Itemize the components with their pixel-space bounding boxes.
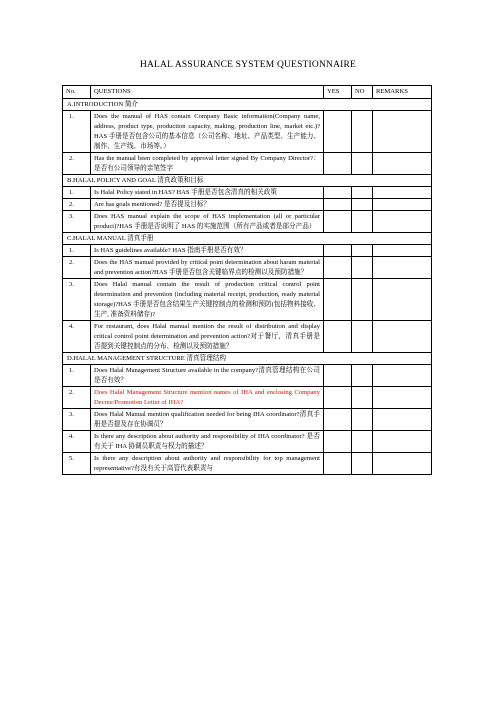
section-row xyxy=(63,353,432,365)
remarks-cell[interactable] xyxy=(373,245,432,257)
question-number: 2. xyxy=(63,257,91,279)
no-cell[interactable] xyxy=(352,431,373,453)
no-cell[interactable] xyxy=(352,409,373,431)
question-number: 2. xyxy=(63,199,91,211)
question-text: Has the manual been completed by approval letter signed By Company Director?：是否有公司领导的亲笔签字 xyxy=(91,153,324,175)
yes-cell[interactable] xyxy=(324,279,352,321)
no-cell[interactable] xyxy=(352,453,373,475)
question-row xyxy=(63,245,432,257)
yes-cell[interactable] xyxy=(324,365,352,387)
no-cell[interactable] xyxy=(352,387,373,409)
yes-cell[interactable] xyxy=(324,245,352,257)
remarks-cell[interactable] xyxy=(373,187,432,199)
yes-cell[interactable] xyxy=(324,211,352,233)
yes-cell[interactable] xyxy=(324,153,352,175)
remarks-cell[interactable] xyxy=(373,257,432,279)
yes-cell[interactable] xyxy=(324,453,352,475)
yes-cell[interactable] xyxy=(324,187,352,199)
question-row xyxy=(63,409,432,431)
question-text: Does Halal Management Structure available in the company?清真管理结构在公司是否有效？ xyxy=(91,365,324,387)
question-number: 3. xyxy=(63,279,91,321)
question-row xyxy=(63,365,432,387)
question-text: Does Halal manual contain the result of production critical control point determination and prevention (including material receipt, production, ready material storage)?HAS 手册是否包含结果生产关键控制点的检测和预防(包括物料接收、生产, 准备资料储存)? xyxy=(91,279,324,321)
question-row xyxy=(63,199,432,211)
question-text: Does HAS manual explain the scope of HAS implementation (all or particular product)?HAS 手册是否说明了 HAS 的实施范围（所有产品或者是部分产品） xyxy=(91,211,324,233)
question-row xyxy=(63,257,432,279)
question-row xyxy=(63,153,432,175)
yes-cell[interactable] xyxy=(324,387,352,409)
no-cell[interactable] xyxy=(352,365,373,387)
header-remarks: REMARKS xyxy=(373,86,432,99)
no-cell[interactable] xyxy=(352,187,373,199)
remarks-cell[interactable] xyxy=(373,321,432,353)
no-cell[interactable] xyxy=(352,111,373,153)
section-title: A.INTRODUCTION 简介 xyxy=(63,99,432,111)
header-yes: YES xyxy=(324,86,352,99)
document-title: HALAL ASSURANCE SYSTEM QUESTIONNAIRE xyxy=(139,60,357,70)
question-text: Does Halal Manual mention qualification needed for being IHA coordinator?清真手册是否提及存在协调员？ xyxy=(91,409,324,431)
remarks-cell[interactable] xyxy=(373,153,432,175)
section-row xyxy=(63,233,432,245)
no-cell[interactable] xyxy=(352,245,373,257)
no-cell[interactable] xyxy=(352,153,373,175)
remarks-cell[interactable] xyxy=(373,431,432,453)
question-row xyxy=(63,111,432,153)
question-number: 1. xyxy=(63,365,91,387)
no-cell[interactable] xyxy=(352,211,373,233)
remarks-cell[interactable] xyxy=(373,365,432,387)
section-row xyxy=(63,99,432,111)
yes-cell[interactable] xyxy=(324,111,352,153)
header-no: No. xyxy=(63,86,91,99)
question-row xyxy=(63,187,432,199)
question-text: Does the HAS manual provided by critical point determination about haram material and prevention action?HAS 手册是否包含关键临界点的检测以及预防措施？ xyxy=(91,257,324,279)
remarks-cell[interactable] xyxy=(373,387,432,409)
question-text: Is Halal Policy stated in HAS? HAS 手册是否包含清真的相关政策 xyxy=(91,187,324,199)
remarks-cell[interactable] xyxy=(373,211,432,233)
question-text: Is HAS guidelines available? HAS 指南手册是否有效？ xyxy=(91,245,324,257)
section-title: B.HALAL POLICY AND GOAL 清真政策和目标 xyxy=(63,175,432,187)
question-row xyxy=(63,453,432,475)
no-cell[interactable] xyxy=(352,257,373,279)
section-title: D.HALAL MANAGEMENT STRUCTURE 清真管理结构 xyxy=(63,353,432,365)
question-number: 3. xyxy=(63,211,91,233)
remarks-cell[interactable] xyxy=(373,279,432,321)
question-text: Are has goals mentioned? 是否提及目标？ xyxy=(91,199,324,211)
no-cell[interactable] xyxy=(352,199,373,211)
question-row xyxy=(63,211,432,233)
remarks-cell[interactable] xyxy=(373,111,432,153)
question-text: Does the manual of HAS contain Company Basic information(Company name, address, product type, production capacity, making, production line, market etc.)?HAS 手册是否包含公司的基本信息（公司名称、地址、产品类型、生产能力、制作、生产线、市场等。） xyxy=(91,111,324,153)
header-no-answer: NO xyxy=(352,86,373,99)
question-row xyxy=(63,321,432,353)
question-row xyxy=(63,279,432,321)
yes-cell[interactable] xyxy=(324,199,352,211)
no-cell[interactable] xyxy=(352,279,373,321)
question-text: Does Halal Management Structure mention names of IHA and enclosing Company Decree/Promotion Letter of IHA? xyxy=(91,387,324,409)
question-row xyxy=(63,387,432,409)
question-number: 4. xyxy=(63,431,91,453)
question-number: 2. xyxy=(63,153,91,175)
question-number: 5. xyxy=(63,453,91,475)
remarks-cell[interactable] xyxy=(373,199,432,211)
question-number: 4. xyxy=(63,321,91,353)
yes-cell[interactable] xyxy=(324,431,352,453)
section-row xyxy=(63,175,432,187)
question-number: 3. xyxy=(63,409,91,431)
section-title: C.HALAL MANUAL 清真手册 xyxy=(63,233,432,245)
questionnaire-table xyxy=(62,85,432,475)
question-row xyxy=(63,431,432,453)
question-text: For restaurant, does Halal manual mention the result of distribution and display critical control point determination and prevention action?对于餐厅，清真手册是否提到关键控制点的分布、检测以及预防措施？ xyxy=(91,321,324,353)
question-number: 1. xyxy=(63,187,91,199)
yes-cell[interactable] xyxy=(324,321,352,353)
question-text: Is there any description about authority and responsibility for top management representative?有没有关于高管代表职责与 xyxy=(91,453,324,475)
yes-cell[interactable] xyxy=(324,257,352,279)
yes-cell[interactable] xyxy=(324,409,352,431)
header-questions: QUESTIONS xyxy=(91,86,324,99)
question-text: Is there any description about authority and responsibility of IHA coordinator? 是否有关于 IHA 协调员职责与权力的描述？ xyxy=(91,431,324,453)
question-number: 2. xyxy=(63,387,91,409)
question-number: 1. xyxy=(63,245,91,257)
no-cell[interactable] xyxy=(352,321,373,353)
remarks-cell[interactable] xyxy=(373,409,432,431)
header-row xyxy=(63,86,432,99)
question-number: 1. xyxy=(63,111,91,153)
remarks-cell[interactable] xyxy=(373,453,432,475)
